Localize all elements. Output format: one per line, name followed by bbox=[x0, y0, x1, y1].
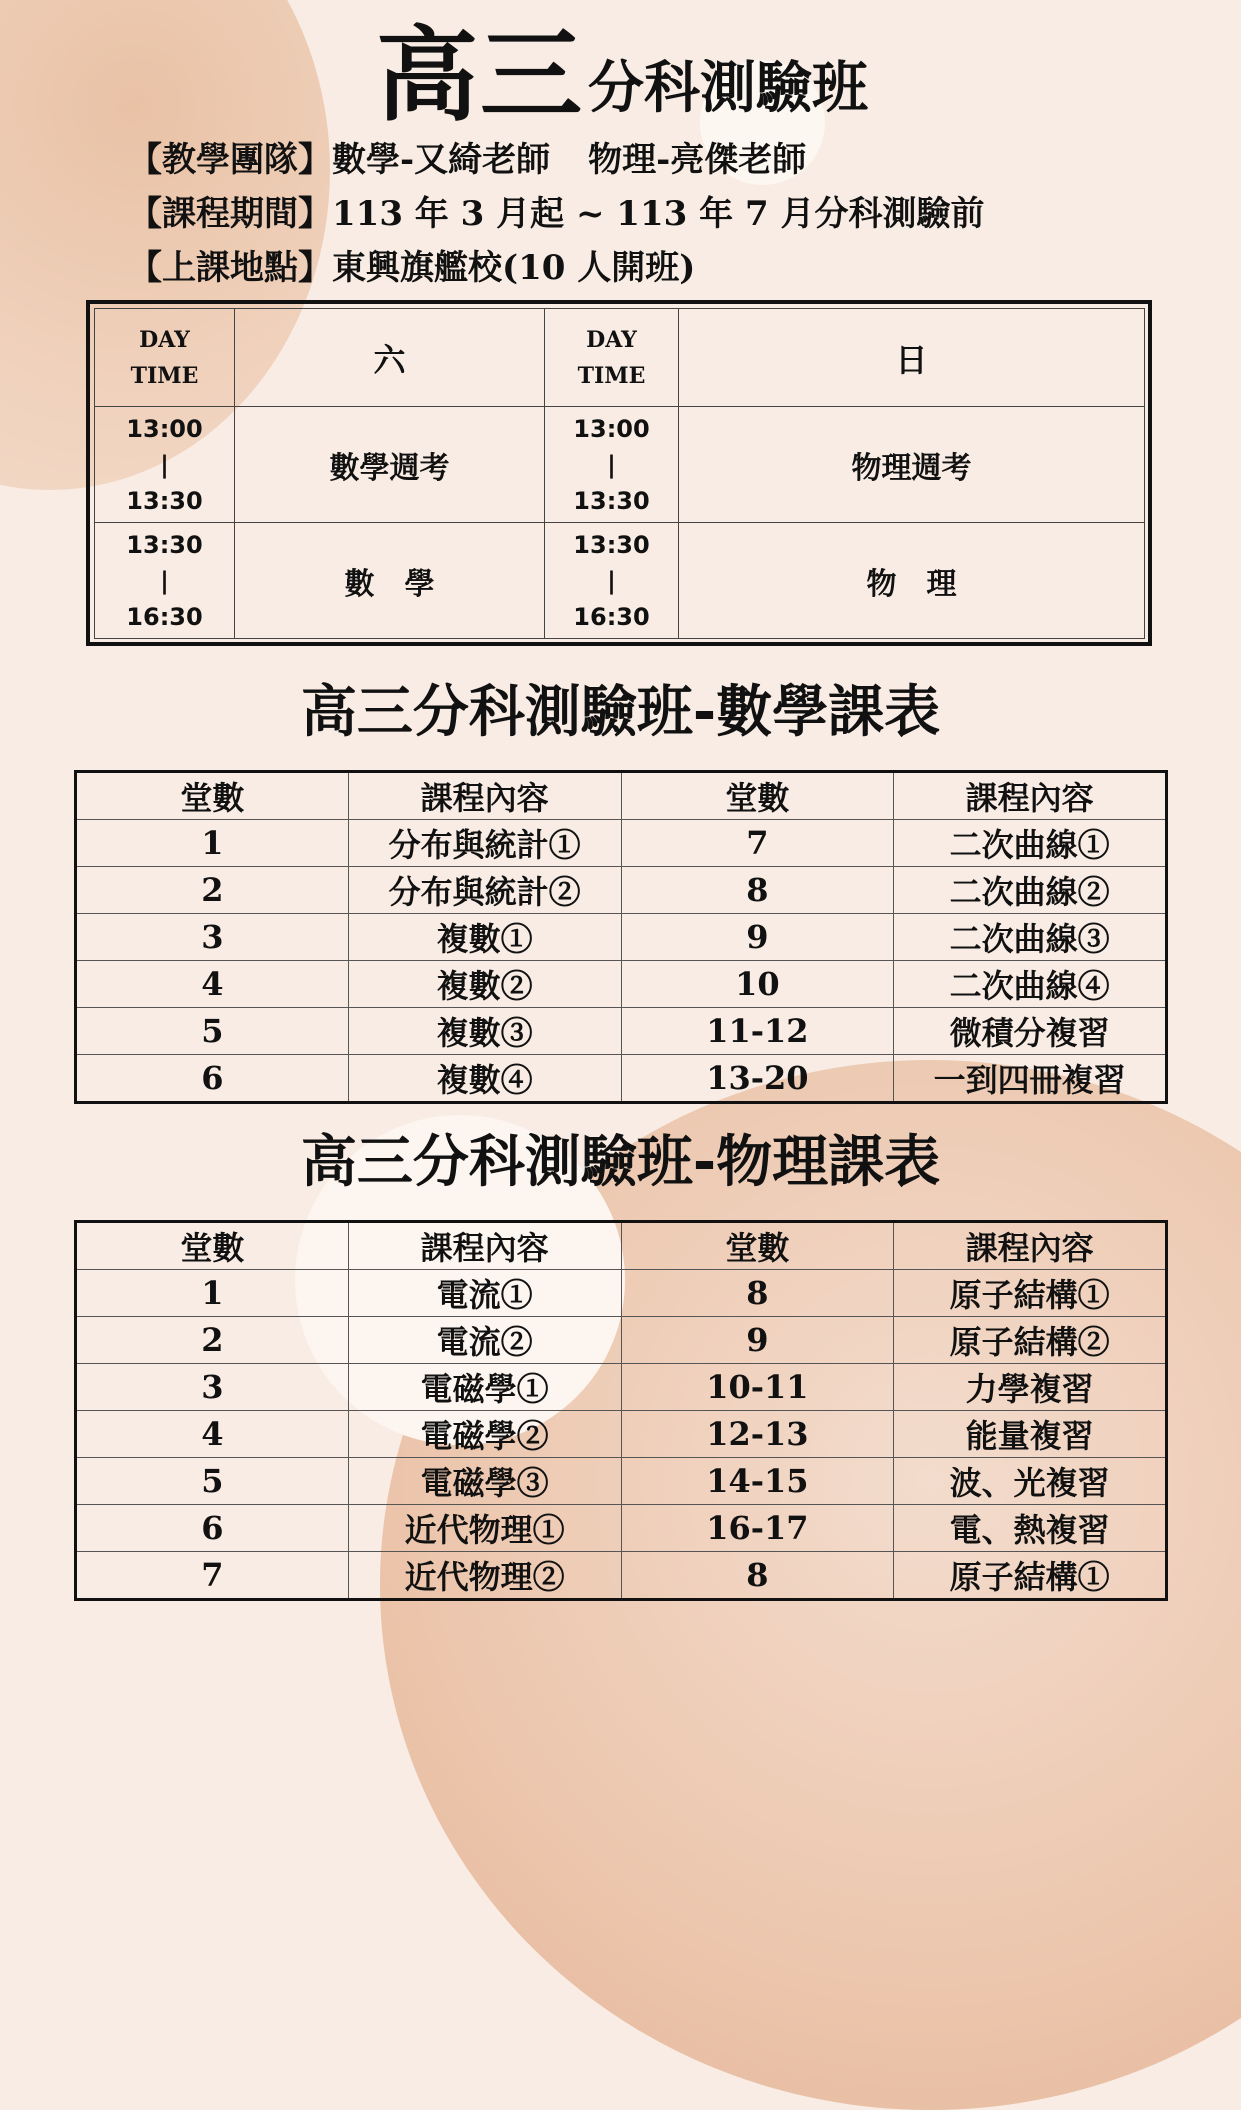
lesson-content: 分布與統計② bbox=[348, 867, 621, 914]
table-row bbox=[76, 914, 1167, 961]
time-slot: 13:30 | 16:30 bbox=[545, 523, 679, 639]
lesson-content: 一到四冊複習 bbox=[894, 1055, 1167, 1103]
lesson-number: 8 bbox=[621, 1552, 894, 1600]
lesson-content: 電流① bbox=[348, 1270, 621, 1317]
physics-course-table bbox=[74, 1220, 1168, 1601]
lesson-number: 9 bbox=[621, 1317, 894, 1364]
time-slot: 13:00 | 13:30 bbox=[545, 407, 679, 523]
lesson-number: 4 bbox=[76, 1411, 349, 1458]
table-row bbox=[76, 1411, 1167, 1458]
lesson-content: 原子結構② bbox=[894, 1317, 1167, 1364]
lesson-content: 複數① bbox=[348, 914, 621, 961]
lesson-content: 二次曲線② bbox=[894, 867, 1167, 914]
lesson-number: 5 bbox=[76, 1008, 349, 1055]
lesson-content: 波、光複習 bbox=[894, 1458, 1167, 1505]
lesson-number: 10 bbox=[621, 961, 894, 1008]
weekly-schedule-table bbox=[94, 308, 1145, 639]
lesson-content: 二次曲線④ bbox=[894, 961, 1167, 1008]
table-row bbox=[76, 1008, 1167, 1055]
column-header: 堂數 bbox=[76, 772, 349, 820]
lesson-number: 5 bbox=[76, 1458, 349, 1505]
team-label: 【教學團隊】 bbox=[128, 140, 332, 180]
table-row bbox=[76, 1552, 1167, 1600]
column-header: 堂數 bbox=[621, 772, 894, 820]
column-header: 課程內容 bbox=[894, 772, 1167, 820]
lesson-content: 電流② bbox=[348, 1317, 621, 1364]
math-course-table bbox=[74, 770, 1168, 1104]
schedule-row bbox=[95, 523, 1145, 639]
lesson-content: 原子結構① bbox=[894, 1552, 1167, 1600]
physics-table-title: 高三分科測驗班-物理課表 bbox=[300, 1130, 941, 1195]
lesson-number: 11-12 bbox=[621, 1008, 894, 1055]
daytime-header: DAY TIME bbox=[545, 309, 679, 407]
info-team bbox=[128, 138, 806, 182]
table-row bbox=[76, 867, 1167, 914]
schedule-header-row bbox=[95, 309, 1145, 407]
period-label: 【課程期間】 bbox=[128, 194, 332, 234]
lesson-number: 8 bbox=[621, 1270, 894, 1317]
lesson-content: 力學複習 bbox=[894, 1364, 1167, 1411]
weekly-schedule bbox=[86, 300, 1152, 646]
table-row bbox=[76, 1270, 1167, 1317]
table-header-row bbox=[76, 1222, 1167, 1270]
table-row bbox=[76, 1055, 1167, 1103]
column-header: 堂數 bbox=[621, 1222, 894, 1270]
lesson-number: 8 bbox=[621, 867, 894, 914]
lesson-content: 二次曲線③ bbox=[894, 914, 1167, 961]
lesson-number: 2 bbox=[76, 867, 349, 914]
lesson-number: 13-20 bbox=[621, 1055, 894, 1103]
daytime-header: DAY TIME bbox=[95, 309, 235, 407]
time-slot: 13:00 | 13:30 bbox=[95, 407, 235, 523]
table-row bbox=[76, 1317, 1167, 1364]
lesson-number: 10-11 bbox=[621, 1364, 894, 1411]
lesson-number: 3 bbox=[76, 914, 349, 961]
lesson-number: 3 bbox=[76, 1364, 349, 1411]
lesson-content: 近代物理② bbox=[348, 1552, 621, 1600]
day-sunday: 日 bbox=[679, 309, 1145, 407]
table-header-row bbox=[76, 772, 1167, 820]
lesson-number: 1 bbox=[76, 1270, 349, 1317]
math-table-title: 高三分科測驗班-數學課表 bbox=[300, 680, 941, 745]
sunday-session: 物 理 bbox=[679, 523, 1145, 639]
time-slot: 13:30 | 16:30 bbox=[95, 523, 235, 639]
table-row bbox=[76, 1505, 1167, 1552]
saturday-session: 數學週考 bbox=[235, 407, 545, 523]
day-saturday: 六 bbox=[235, 309, 545, 407]
lesson-content: 電磁學③ bbox=[348, 1458, 621, 1505]
info-location bbox=[128, 246, 695, 290]
lesson-number: 6 bbox=[76, 1505, 349, 1552]
lesson-content: 電磁學② bbox=[348, 1411, 621, 1458]
lesson-number: 7 bbox=[621, 820, 894, 867]
lesson-number: 7 bbox=[76, 1552, 349, 1600]
lesson-number: 4 bbox=[76, 961, 349, 1008]
lesson-content: 電、熱複習 bbox=[894, 1505, 1167, 1552]
title-class: 分科測驗班 bbox=[588, 56, 868, 121]
column-header: 堂數 bbox=[76, 1222, 349, 1270]
lesson-content: 微積分複習 bbox=[894, 1008, 1167, 1055]
saturday-session: 數 學 bbox=[235, 523, 545, 639]
table-row bbox=[76, 1364, 1167, 1411]
lesson-number: 9 bbox=[621, 914, 894, 961]
lesson-number: 12-13 bbox=[621, 1411, 894, 1458]
lesson-number: 2 bbox=[76, 1317, 349, 1364]
location-value: 東興旗艦校(10 人開班) bbox=[332, 248, 696, 288]
lesson-content: 複數② bbox=[348, 961, 621, 1008]
lesson-content: 複數④ bbox=[348, 1055, 621, 1103]
table-row bbox=[76, 1458, 1167, 1505]
team-physics: 物理-亮傑老師 bbox=[588, 140, 807, 180]
lesson-content: 原子結構① bbox=[894, 1270, 1167, 1317]
lesson-content: 複數③ bbox=[348, 1008, 621, 1055]
lesson-content: 近代物理① bbox=[348, 1505, 621, 1552]
lesson-number: 1 bbox=[76, 820, 349, 867]
lesson-content: 二次曲線① bbox=[894, 820, 1167, 867]
lesson-content: 分布與統計① bbox=[348, 820, 621, 867]
schedule-row bbox=[95, 407, 1145, 523]
info-period bbox=[128, 192, 984, 236]
column-header: 課程內容 bbox=[894, 1222, 1167, 1270]
column-header: 課程內容 bbox=[348, 1222, 621, 1270]
title-grade: 高三 bbox=[376, 17, 584, 136]
table-row bbox=[76, 961, 1167, 1008]
location-label: 【上課地點】 bbox=[128, 248, 332, 288]
lesson-number: 6 bbox=[76, 1055, 349, 1103]
lesson-number: 16-17 bbox=[621, 1505, 894, 1552]
period-value: 113 年 3 月起 ~ 113 年 7 月分科測驗前 bbox=[332, 194, 985, 234]
table-row bbox=[76, 820, 1167, 867]
column-header: 課程內容 bbox=[348, 772, 621, 820]
page-title bbox=[376, 17, 868, 136]
lesson-content: 能量複習 bbox=[894, 1411, 1167, 1458]
lesson-content: 電磁學① bbox=[348, 1364, 621, 1411]
sunday-session: 物理週考 bbox=[679, 407, 1145, 523]
lesson-number: 14-15 bbox=[621, 1458, 894, 1505]
team-math: 數學-又綺老師 bbox=[332, 140, 551, 180]
